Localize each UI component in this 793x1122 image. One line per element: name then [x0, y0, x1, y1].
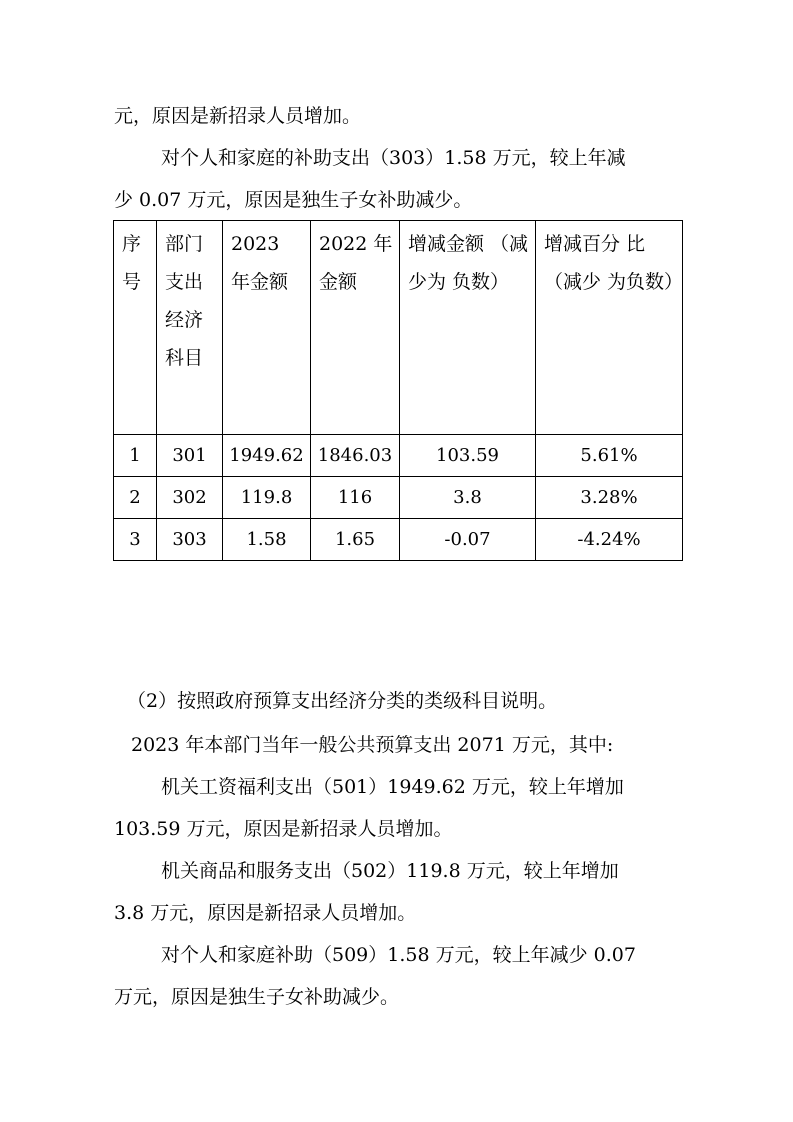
header-cell-change-percent: 增减百分 比（减少 为负数） — [536, 221, 683, 435]
paragraph-line: 对个人和家庭的补助支出（303）1.58 万元，较上年减 — [161, 147, 626, 169]
paragraph-line: 2023 年本部门当年一般公共预算支出 2071 万元，其中: — [131, 734, 614, 756]
table-cell: 119.8 — [223, 477, 311, 519]
table-cell: 3.8 — [400, 477, 536, 519]
table-cell: 1846.03 — [311, 435, 400, 477]
paragraph-line: 103.59 万元，原因是新招录人员增加。 — [114, 818, 453, 840]
section-heading: （2）按照政府预算支出经济分类的类级科目说明。 — [127, 690, 558, 712]
header-cell-2022-amount: 2022 年金额 — [311, 221, 400, 435]
table-cell: -0.07 — [400, 519, 536, 561]
paragraph-line: 元，原因是新招录人员增加。 — [114, 105, 362, 127]
budget-comparison-table — [113, 220, 683, 561]
header-cell-change-amount: 增减金额 （减少为 负数） — [400, 221, 536, 435]
table-row — [114, 477, 683, 519]
table-cell: 5.61% — [536, 435, 683, 477]
table-row — [114, 519, 683, 561]
table-header-row — [114, 221, 683, 435]
paragraph-line: 万元，原因是独生子女补助减少。 — [114, 986, 400, 1008]
table-cell: 116 — [311, 477, 400, 519]
table-cell: 2 — [114, 477, 157, 519]
table-cell: 303 — [157, 519, 223, 561]
table-row — [114, 435, 683, 477]
header-cell-index: 序号 — [114, 221, 157, 435]
table-cell: 1949.62 — [223, 435, 311, 477]
table-cell: 3.28% — [536, 477, 683, 519]
table-cell: 302 — [157, 477, 223, 519]
paragraph-line: 机关商品和服务支出（502）119.8 万元，较上年增加 — [161, 860, 619, 882]
header-cell-subject: 部门支出经济科目 — [157, 221, 223, 435]
paragraph-line: 对个人和家庭补助（509）1.58 万元，较上年减少 0.07 — [161, 944, 636, 966]
table-cell: 1 — [114, 435, 157, 477]
table-cell: 1.65 — [311, 519, 400, 561]
header-cell-2023-amount: 2023 年金额 — [223, 221, 311, 435]
table-cell: 1.58 — [223, 519, 311, 561]
paragraph-line: 机关工资福利支出（501）1949.62 万元，较上年增加 — [161, 776, 624, 798]
table-cell: 103.59 — [400, 435, 536, 477]
paragraph-line: 少 0.07 万元，原因是独生子女补助减少。 — [114, 189, 473, 211]
table-cell: -4.24% — [536, 519, 683, 561]
table-cell: 301 — [157, 435, 223, 477]
paragraph-line: 3.8 万元，原因是新招录人员增加。 — [114, 902, 417, 924]
table-cell: 3 — [114, 519, 157, 561]
